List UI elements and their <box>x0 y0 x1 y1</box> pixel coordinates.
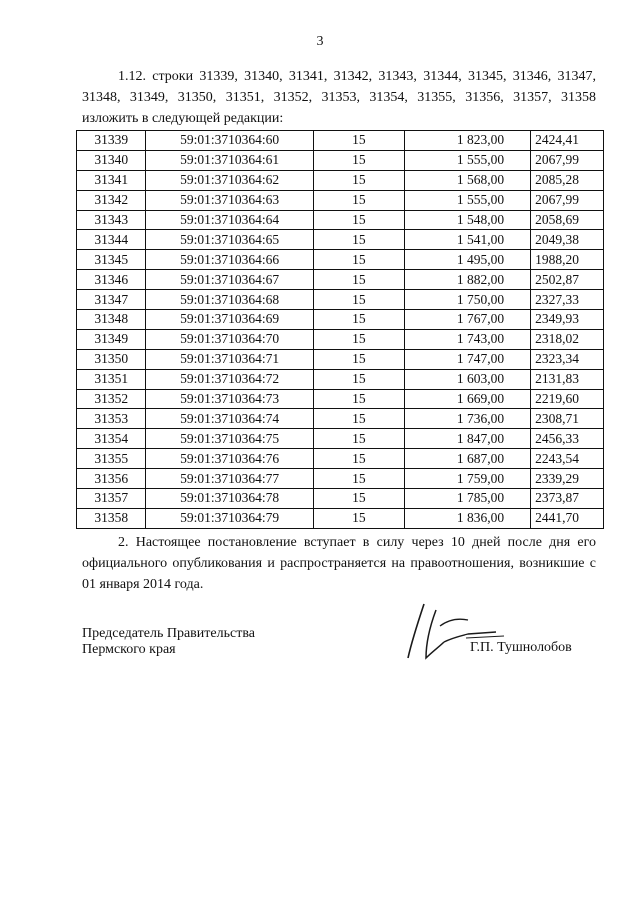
rate-cell: 15 <box>313 170 404 190</box>
handwritten-signature <box>396 596 506 668</box>
signatory-title-line1: Председатель Правительства <box>82 626 255 641</box>
rate-cell: 15 <box>313 329 404 349</box>
rate-cell: 15 <box>313 429 404 449</box>
amount-cell: 2424,41 <box>531 131 604 151</box>
rate-cell: 15 <box>313 449 404 469</box>
rate-cell: 15 <box>313 190 404 210</box>
row-number: 31340 <box>77 150 146 170</box>
value-cell: 1 568,00 <box>404 170 530 190</box>
cadastral-number: 59:01:3710364:71 <box>146 349 314 369</box>
table-row <box>77 429 604 449</box>
paragraph-2-text: 2. Настоящее постановление вступает в силу через 10 дней после дня его официального опубликования и распространяется на правоотношения, возникшие с 01 января 2014 года. <box>82 535 596 592</box>
row-number: 31344 <box>77 230 146 250</box>
amount-cell: 2308,71 <box>531 409 604 429</box>
table-row <box>77 190 604 210</box>
value-cell: 1 847,00 <box>404 429 530 449</box>
table-row <box>77 349 604 369</box>
cadastral-number: 59:01:3710364:77 <box>146 469 314 489</box>
page-number: 3 <box>316 34 324 49</box>
table-row <box>77 389 604 409</box>
row-number: 31350 <box>77 349 146 369</box>
rate-cell: 15 <box>313 389 404 409</box>
row-number: 31343 <box>77 210 146 230</box>
rate-cell: 15 <box>313 250 404 270</box>
row-number: 31351 <box>77 369 146 389</box>
rate-cell: 15 <box>313 210 404 230</box>
value-cell: 1 555,00 <box>404 190 530 210</box>
cadastral-number: 59:01:3710364:78 <box>146 489 314 509</box>
data-table <box>76 130 604 529</box>
cadastral-number: 59:01:3710364:61 <box>146 150 314 170</box>
value-cell: 1 747,00 <box>404 349 530 369</box>
table-row <box>77 131 604 151</box>
amount-cell: 2502,87 <box>531 270 604 290</box>
amount-cell: 2085,28 <box>531 170 604 190</box>
value-cell: 1 750,00 <box>404 290 530 310</box>
cadastral-number: 59:01:3710364:62 <box>146 170 314 190</box>
row-number: 31352 <box>77 389 146 409</box>
cadastral-number: 59:01:3710364:69 <box>146 310 314 330</box>
rate-cell: 15 <box>313 469 404 489</box>
value-cell: 1 548,00 <box>404 210 530 230</box>
row-number: 31357 <box>77 489 146 509</box>
table-body <box>77 131 604 529</box>
amount-cell: 1988,20 <box>531 250 604 270</box>
table-row <box>77 469 604 489</box>
table-row <box>77 508 604 528</box>
row-number: 31347 <box>77 290 146 310</box>
amount-cell: 2058,69 <box>531 210 604 230</box>
value-cell: 1 555,00 <box>404 150 530 170</box>
cadastral-number: 59:01:3710364:68 <box>146 290 314 310</box>
value-cell: 1 603,00 <box>404 369 530 389</box>
rate-cell: 15 <box>313 131 404 151</box>
value-cell: 1 759,00 <box>404 469 530 489</box>
signatory-title <box>82 626 255 658</box>
cadastral-number: 59:01:3710364:74 <box>146 409 314 429</box>
row-number: 31342 <box>77 190 146 210</box>
cadastral-number: 59:01:3710364:73 <box>146 389 314 409</box>
value-cell: 1 669,00 <box>404 389 530 409</box>
amount-cell: 2219,60 <box>531 389 604 409</box>
cadastral-number: 59:01:3710364:76 <box>146 449 314 469</box>
rate-cell: 15 <box>313 508 404 528</box>
table-row <box>77 290 604 310</box>
row-number: 31358 <box>77 508 146 528</box>
cadastral-number: 59:01:3710364:63 <box>146 190 314 210</box>
rate-cell: 15 <box>313 230 404 250</box>
rate-cell: 15 <box>313 369 404 389</box>
row-number: 31356 <box>77 469 146 489</box>
value-cell: 1 743,00 <box>404 329 530 349</box>
row-number: 31341 <box>77 170 146 190</box>
value-cell: 1 823,00 <box>404 131 530 151</box>
intro-text: 1.12. строки 31339, 31340, 31341, 31342, 31343, 31344, 31345, 31346, 31347, 31348, 31349, 31350, 31351, 31352, 31353, 31354, 31355, 31356, 31357, 31358 изложить в следующей редакции: <box>82 69 596 126</box>
row-number: 31339 <box>77 131 146 151</box>
intro-paragraph <box>82 66 596 129</box>
table-row <box>77 270 604 290</box>
value-cell: 1 767,00 <box>404 310 530 330</box>
rate-cell: 15 <box>313 349 404 369</box>
table-row <box>77 369 604 389</box>
rate-cell: 15 <box>313 489 404 509</box>
amount-cell: 2323,34 <box>531 349 604 369</box>
table-row <box>77 150 604 170</box>
cadastral-number: 59:01:3710364:65 <box>146 230 314 250</box>
signatory-title-line2: Пермского края <box>82 642 176 657</box>
cadastral-number: 59:01:3710364:66 <box>146 250 314 270</box>
table-row <box>77 489 604 509</box>
value-cell: 1 687,00 <box>404 449 530 469</box>
value-cell: 1 495,00 <box>404 250 530 270</box>
cadastral-number: 59:01:3710364:70 <box>146 329 314 349</box>
amount-cell: 2049,38 <box>531 230 604 250</box>
row-number: 31355 <box>77 449 146 469</box>
value-cell: 1 785,00 <box>404 489 530 509</box>
value-cell: 1 541,00 <box>404 230 530 250</box>
amount-cell: 2441,70 <box>531 508 604 528</box>
row-number: 31349 <box>77 329 146 349</box>
rate-cell: 15 <box>313 290 404 310</box>
value-cell: 1 836,00 <box>404 508 530 528</box>
row-number: 31345 <box>77 250 146 270</box>
amount-cell: 2327,33 <box>531 290 604 310</box>
amount-cell: 2131,83 <box>531 369 604 389</box>
row-number: 31354 <box>77 429 146 449</box>
amount-cell: 2067,99 <box>531 190 604 210</box>
paragraph-2 <box>82 532 596 595</box>
table-row <box>77 210 604 230</box>
value-cell: 1 736,00 <box>404 409 530 429</box>
cadastral-number: 59:01:3710364:79 <box>146 508 314 528</box>
cadastral-number: 59:01:3710364:67 <box>146 270 314 290</box>
row-number: 31353 <box>77 409 146 429</box>
amount-cell: 2373,87 <box>531 489 604 509</box>
amount-cell: 2349,93 <box>531 310 604 330</box>
amount-cell: 2067,99 <box>531 150 604 170</box>
amount-cell: 2318,02 <box>531 329 604 349</box>
cadastral-number: 59:01:3710364:75 <box>146 429 314 449</box>
table-row <box>77 449 604 469</box>
row-number: 31346 <box>77 270 146 290</box>
rate-cell: 15 <box>313 270 404 290</box>
table-row <box>77 230 604 250</box>
amount-cell: 2339,29 <box>531 469 604 489</box>
cadastral-number: 59:01:3710364:64 <box>146 210 314 230</box>
rate-cell: 15 <box>313 409 404 429</box>
table-row <box>77 250 604 270</box>
table-row <box>77 409 604 429</box>
amount-cell: 2243,54 <box>531 449 604 469</box>
amount-cell: 2456,33 <box>531 429 604 449</box>
signatory-name: Г.П. Тушнолобов <box>470 640 572 655</box>
cadastral-number: 59:01:3710364:72 <box>146 369 314 389</box>
value-cell: 1 882,00 <box>404 270 530 290</box>
table-row <box>77 329 604 349</box>
table-row <box>77 170 604 190</box>
row-number: 31348 <box>77 310 146 330</box>
cadastral-number: 59:01:3710364:60 <box>146 131 314 151</box>
rate-cell: 15 <box>313 150 404 170</box>
table-row <box>77 310 604 330</box>
rate-cell: 15 <box>313 310 404 330</box>
